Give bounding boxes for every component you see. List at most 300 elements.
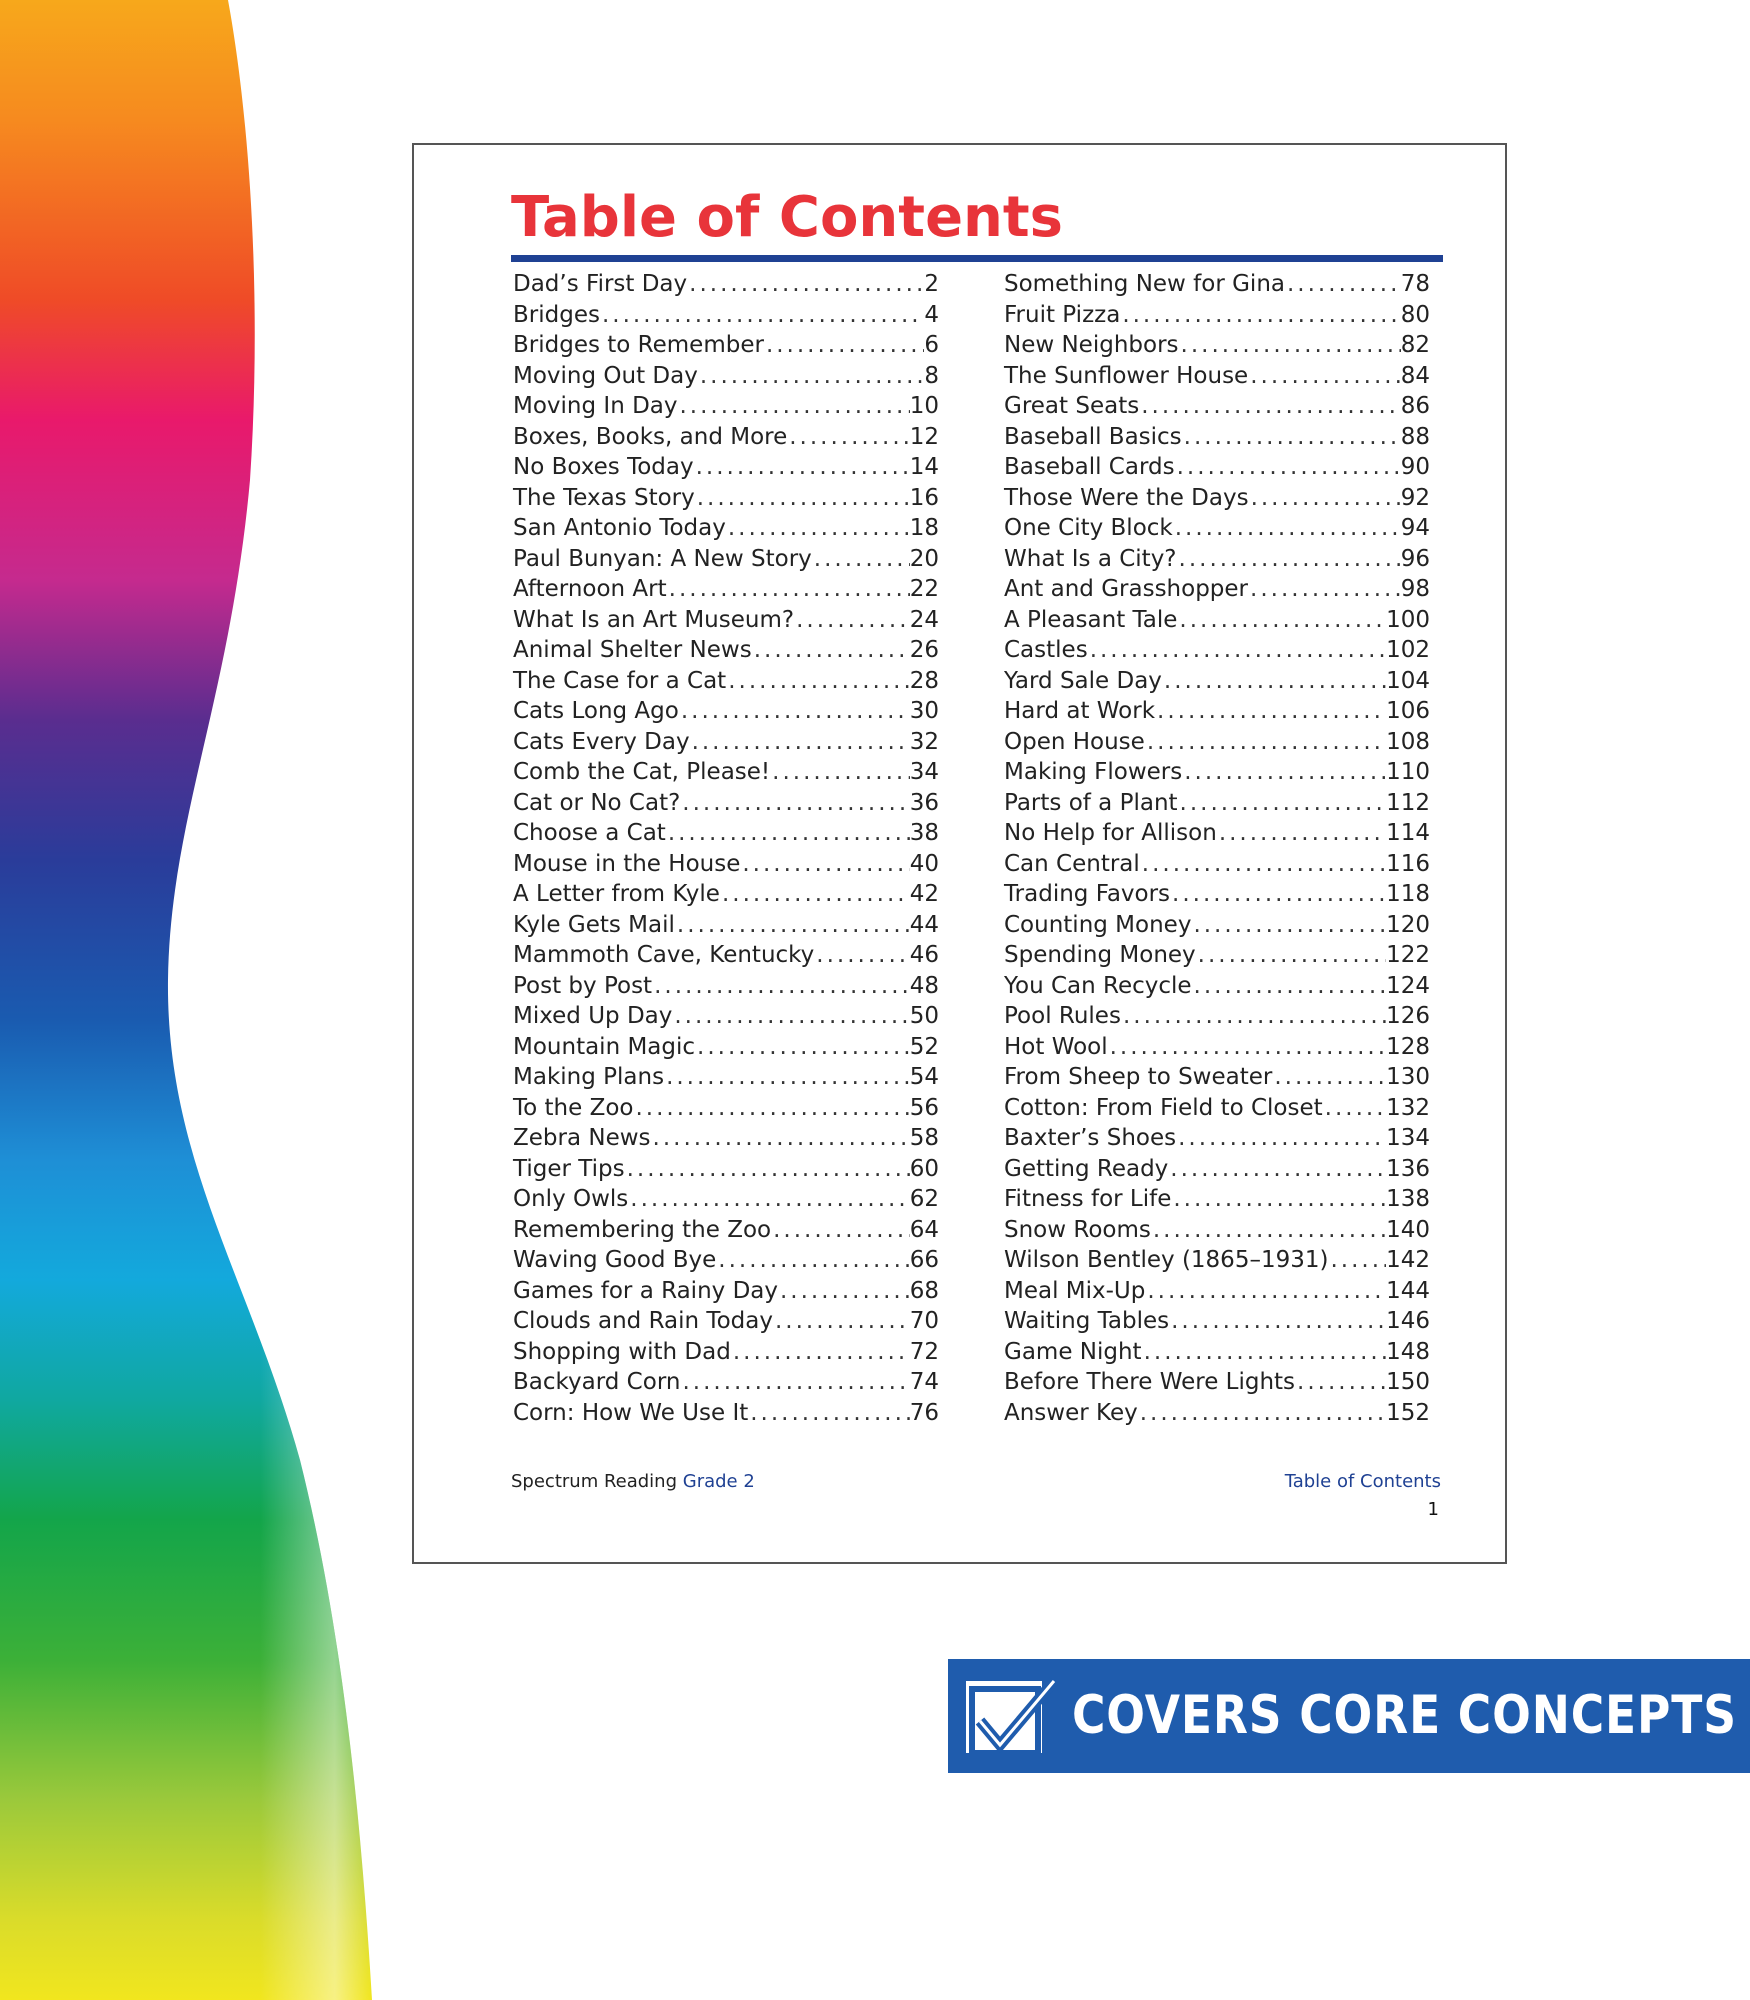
entry-page-number: 78 bbox=[1400, 271, 1430, 297]
entry-page-number: 92 bbox=[1400, 484, 1430, 511]
toc-entry bbox=[513, 1398, 939, 1429]
entry-title: Making Plans bbox=[513, 1064, 665, 1090]
toc-entry bbox=[513, 818, 939, 849]
toc-entry bbox=[1004, 391, 1430, 422]
entry-page-number: 12 bbox=[909, 423, 939, 450]
entry-page-number: 16 bbox=[909, 484, 939, 511]
entry-title: No Help for Allison bbox=[1004, 820, 1217, 846]
entry-page-number: 60 bbox=[909, 1155, 939, 1182]
entry-page-number: 122 bbox=[1386, 942, 1430, 968]
entry-title: What Is an Art Museum? bbox=[513, 606, 795, 633]
toc-entry bbox=[1004, 879, 1430, 910]
entry-page-number: 26 bbox=[909, 637, 939, 663]
dot-leader bbox=[1192, 971, 1387, 1002]
entry-page-number: 28 bbox=[909, 667, 939, 694]
dot-leader bbox=[690, 727, 910, 758]
entry-page-number: 98 bbox=[1400, 576, 1430, 602]
dot-leader bbox=[1145, 1276, 1386, 1307]
entry-page-number: 148 bbox=[1386, 1338, 1430, 1365]
dot-leader bbox=[1151, 1215, 1386, 1246]
dot-leader bbox=[1155, 696, 1386, 727]
entry-page-number: 90 bbox=[1400, 454, 1430, 480]
toc-entry bbox=[513, 696, 939, 727]
entry-page-number: 102 bbox=[1386, 637, 1430, 663]
entry-title: Fitness for Life bbox=[1004, 1186, 1172, 1212]
entry-title: Animal Shelter News bbox=[513, 637, 752, 663]
entry-title: Spending Money bbox=[1004, 942, 1196, 968]
dot-leader bbox=[1168, 1154, 1386, 1185]
entry-title: Trading Favors bbox=[1004, 881, 1171, 907]
toc-entry bbox=[513, 849, 939, 880]
entry-page-number: 56 bbox=[909, 1094, 939, 1121]
footer-section: Table of Contents bbox=[1284, 1471, 1441, 1492]
toc-entry bbox=[513, 788, 939, 819]
entry-page-number: 40 bbox=[909, 850, 939, 877]
entry-title: Only Owls bbox=[513, 1186, 629, 1212]
dot-leader bbox=[680, 1367, 909, 1398]
entry-title: Remembering the Zoo bbox=[513, 1216, 772, 1243]
toc-entry bbox=[1004, 1245, 1430, 1276]
dot-leader bbox=[1139, 391, 1401, 422]
dot-leader bbox=[1170, 879, 1386, 910]
footer-book-title bbox=[511, 1471, 755, 1492]
dot-leader bbox=[1217, 818, 1386, 849]
toc-entry bbox=[513, 1062, 939, 1093]
entry-page-number: 134 bbox=[1386, 1125, 1430, 1151]
toc-page bbox=[412, 143, 1507, 1564]
footer-grade: Grade 2 bbox=[682, 1471, 755, 1492]
toc-entry bbox=[1004, 574, 1430, 605]
page-number: 1 bbox=[1427, 1499, 1439, 1520]
toc-entry bbox=[1004, 1337, 1430, 1368]
entry-title: Cats Every Day bbox=[513, 728, 690, 755]
dot-leader bbox=[1175, 452, 1401, 483]
dot-leader bbox=[1323, 1093, 1386, 1124]
entry-page-number: 150 bbox=[1386, 1369, 1430, 1395]
entry-title: Kyle Gets Mail bbox=[513, 911, 675, 938]
entry-page-number: 76 bbox=[909, 1399, 939, 1426]
toc-entry bbox=[513, 1215, 939, 1246]
entry-title: Cotton: From Field to Closet bbox=[1004, 1094, 1323, 1121]
entry-title: Pool Rules bbox=[1004, 1003, 1121, 1029]
toc-entry bbox=[513, 666, 939, 697]
toc-entry bbox=[1004, 849, 1430, 880]
entry-page-number: 54 bbox=[909, 1064, 939, 1090]
dot-leader bbox=[812, 544, 910, 575]
entry-page-number: 4 bbox=[924, 301, 939, 328]
checkbox-frame bbox=[966, 1681, 1042, 1753]
entry-page-number: 70 bbox=[909, 1308, 939, 1334]
entry-title: Hot Wool bbox=[1004, 1033, 1108, 1060]
entry-page-number: 20 bbox=[909, 545, 939, 572]
dot-leader bbox=[1169, 1306, 1386, 1337]
entry-page-number: 46 bbox=[909, 942, 939, 968]
entry-page-number: 112 bbox=[1386, 789, 1430, 816]
entry-title: Before There Were Lights bbox=[1004, 1369, 1296, 1395]
dot-leader bbox=[1108, 1032, 1386, 1063]
toc-entry bbox=[1004, 361, 1430, 392]
dot-leader bbox=[773, 1306, 910, 1337]
toc-entry bbox=[1004, 757, 1430, 788]
dot-leader bbox=[1182, 422, 1401, 453]
toc-entry bbox=[513, 483, 939, 514]
entry-page-number: 118 bbox=[1386, 881, 1430, 907]
dot-leader bbox=[1177, 544, 1401, 575]
entry-page-number: 132 bbox=[1386, 1094, 1430, 1121]
dot-leader bbox=[778, 1276, 910, 1307]
entry-title: Paul Bunyan: A New Story bbox=[513, 545, 812, 572]
entry-title: Hard at Work bbox=[1004, 698, 1156, 724]
entry-page-number: 58 bbox=[909, 1125, 939, 1151]
toc-entry bbox=[1004, 1001, 1430, 1032]
toc-entry bbox=[1004, 940, 1430, 971]
entry-page-number: 72 bbox=[909, 1338, 939, 1365]
entry-page-number: 64 bbox=[909, 1216, 939, 1243]
entry-title: Post by Post bbox=[513, 972, 653, 999]
dot-leader bbox=[716, 1245, 909, 1276]
entry-page-number: 108 bbox=[1386, 728, 1430, 755]
toc-entry bbox=[1004, 971, 1430, 1002]
dot-leader bbox=[731, 1337, 910, 1368]
entry-title: Those Were the Days bbox=[1004, 484, 1249, 511]
dot-leader bbox=[1196, 940, 1386, 971]
dot-leader bbox=[1138, 1398, 1386, 1429]
toc-entry bbox=[513, 330, 939, 361]
entry-page-number: 42 bbox=[909, 881, 939, 907]
dot-leader bbox=[1120, 300, 1400, 331]
entry-page-number: 30 bbox=[909, 698, 939, 724]
entry-page-number: 8 bbox=[924, 362, 939, 389]
entry-title: Baseball Basics bbox=[1004, 423, 1182, 450]
entry-page-number: 32 bbox=[909, 728, 939, 755]
entry-page-number: 38 bbox=[909, 820, 939, 846]
dot-leader bbox=[1145, 727, 1386, 758]
toc-entry bbox=[1004, 483, 1430, 514]
dot-leader bbox=[1142, 1337, 1387, 1368]
entry-title: Choose a Cat bbox=[513, 820, 666, 846]
entry-page-number: 62 bbox=[909, 1186, 939, 1212]
entry-page-number: 36 bbox=[909, 789, 939, 816]
toc-entry bbox=[513, 452, 939, 483]
entry-title: Mountain Magic bbox=[513, 1033, 696, 1060]
entry-title: A Pleasant Tale bbox=[1004, 606, 1178, 633]
entry-title: Answer Key bbox=[1004, 1399, 1138, 1426]
entry-title: New Neighbors bbox=[1004, 332, 1179, 358]
entry-page-number: 136 bbox=[1386, 1155, 1430, 1182]
dot-leader bbox=[1179, 330, 1401, 361]
toc-entry bbox=[1004, 666, 1430, 697]
toc-column-left bbox=[513, 269, 939, 1428]
toc-entry bbox=[1004, 1032, 1430, 1063]
entry-page-number: 138 bbox=[1386, 1186, 1430, 1212]
toc-entry bbox=[513, 513, 939, 544]
entry-title: Afternoon Art bbox=[513, 576, 667, 602]
entry-page-number: 96 bbox=[1400, 545, 1430, 572]
toc-entry bbox=[1004, 1154, 1430, 1185]
entry-page-number: 116 bbox=[1386, 850, 1430, 877]
entry-page-number: 106 bbox=[1386, 698, 1430, 724]
toc-entry bbox=[513, 1001, 939, 1032]
entry-page-number: 74 bbox=[909, 1369, 939, 1395]
entry-title: Meal Mix-Up bbox=[1004, 1277, 1146, 1304]
toc-entry bbox=[513, 1154, 939, 1185]
dot-leader bbox=[1171, 1184, 1386, 1215]
entry-title: Great Seats bbox=[1004, 393, 1140, 419]
banner-text: COVERS CORE CONCEPTS bbox=[1072, 1685, 1737, 1746]
dot-leader bbox=[1178, 788, 1387, 819]
toc-entry bbox=[513, 1245, 939, 1276]
entry-page-number: 48 bbox=[909, 972, 939, 999]
entry-title: A Letter from Kyle bbox=[513, 881, 720, 907]
entry-page-number: 120 bbox=[1386, 911, 1430, 938]
entry-page-number: 146 bbox=[1386, 1308, 1430, 1334]
dot-leader bbox=[1249, 483, 1401, 514]
entry-title: What Is a City? bbox=[1004, 545, 1177, 572]
toc-entry bbox=[513, 971, 939, 1002]
entry-title: The Sunflower House bbox=[1004, 362, 1249, 389]
dot-leader bbox=[720, 879, 910, 910]
entry-title: Waving Good Bye bbox=[513, 1247, 717, 1273]
dot-leader bbox=[752, 635, 910, 666]
entry-title: Clouds and Rain Today bbox=[513, 1308, 773, 1334]
entry-title: The Texas Story bbox=[513, 484, 695, 511]
entry-title: Bridges bbox=[513, 301, 600, 328]
entry-page-number: 18 bbox=[909, 515, 939, 541]
toc-entry bbox=[513, 1032, 939, 1063]
entry-title: Parts of a Plant bbox=[1004, 789, 1178, 816]
entry-title: Moving Out Day bbox=[513, 362, 698, 389]
toc-entry bbox=[513, 879, 939, 910]
toc-entry bbox=[1004, 1306, 1430, 1337]
dot-leader bbox=[625, 1154, 910, 1185]
toc-entry bbox=[1004, 1215, 1430, 1246]
entry-title: Game Night bbox=[1004, 1338, 1142, 1365]
toc-entry bbox=[1004, 1367, 1430, 1398]
entry-page-number: 66 bbox=[909, 1247, 939, 1273]
entry-page-number: 10 bbox=[909, 393, 939, 419]
toc-entry bbox=[513, 940, 939, 971]
toc-entry bbox=[1004, 452, 1430, 483]
entry-title: Shopping with Dad bbox=[513, 1338, 731, 1365]
entry-title: Mixed Up Day bbox=[513, 1003, 673, 1029]
dot-leader bbox=[678, 391, 910, 422]
dot-leader bbox=[600, 300, 924, 331]
entry-page-number: 126 bbox=[1386, 1003, 1430, 1029]
entry-page-number: 110 bbox=[1386, 759, 1430, 785]
toc-entry bbox=[1004, 269, 1430, 300]
toc-entry bbox=[1004, 1276, 1430, 1307]
toc-entry bbox=[1004, 1184, 1430, 1215]
toc-entry bbox=[1004, 1093, 1430, 1124]
entry-title: Open House bbox=[1004, 728, 1145, 755]
dot-leader bbox=[1182, 757, 1386, 788]
entry-title: Counting Money bbox=[1004, 911, 1192, 938]
toc-entry bbox=[513, 300, 939, 331]
toc-entry bbox=[1004, 696, 1430, 727]
entry-title: Dad’s First Day bbox=[513, 271, 688, 297]
dot-leader bbox=[764, 330, 924, 361]
entry-title: One City Block bbox=[1004, 515, 1173, 541]
entry-title: Mouse in the House bbox=[513, 850, 741, 877]
entry-page-number: 24 bbox=[909, 606, 939, 633]
toc-entry bbox=[513, 361, 939, 392]
dot-leader bbox=[1272, 1062, 1386, 1093]
entry-title: Making Flowers bbox=[1004, 759, 1183, 785]
dot-leader bbox=[694, 452, 910, 483]
dot-leader bbox=[1088, 635, 1386, 666]
dot-leader bbox=[771, 1215, 910, 1246]
entry-title: Moving In Day bbox=[513, 393, 678, 419]
entry-page-number: 144 bbox=[1386, 1277, 1430, 1304]
dot-leader bbox=[1295, 1367, 1386, 1398]
dot-leader bbox=[666, 818, 910, 849]
entry-title: Wilson Bentley (1865–1931) bbox=[1004, 1247, 1329, 1273]
entry-page-number: 84 bbox=[1400, 362, 1430, 389]
dot-leader bbox=[1285, 269, 1401, 300]
entry-title: From Sheep to Sweater bbox=[1004, 1064, 1273, 1090]
dot-leader bbox=[664, 1062, 910, 1093]
entry-page-number: 34 bbox=[909, 759, 939, 785]
dot-leader bbox=[675, 910, 910, 941]
entry-title: Waiting Tables bbox=[1004, 1308, 1170, 1334]
entry-page-number: 80 bbox=[1400, 301, 1430, 328]
title-rule bbox=[511, 255, 1443, 262]
toc-entry bbox=[1004, 910, 1430, 941]
toc-entry bbox=[1004, 1062, 1430, 1093]
toc-entry bbox=[1004, 544, 1430, 575]
entry-title: Corn: How We Use It bbox=[513, 1399, 749, 1426]
toc-entry bbox=[1004, 727, 1430, 758]
toc-entry bbox=[513, 727, 939, 758]
entry-title: Can Central bbox=[1004, 850, 1140, 877]
toc-entry bbox=[513, 1093, 939, 1124]
toc-entry bbox=[1004, 422, 1430, 453]
dot-leader bbox=[652, 971, 910, 1002]
entry-title: Boxes, Books, and More bbox=[513, 423, 788, 450]
entry-page-number: 152 bbox=[1386, 1399, 1430, 1426]
footer-series: Spectrum Reading bbox=[511, 1471, 678, 1492]
toc-entry bbox=[513, 635, 939, 666]
dot-leader bbox=[687, 269, 924, 300]
dot-leader bbox=[726, 513, 910, 544]
entry-title: Baxter’s Shoes bbox=[1004, 1125, 1177, 1151]
dot-leader bbox=[695, 483, 910, 514]
entry-title: No Boxes Today bbox=[513, 454, 694, 480]
toc-entry bbox=[1004, 788, 1430, 819]
entry-title: Zebra News bbox=[513, 1125, 651, 1151]
dot-leader bbox=[1162, 666, 1386, 697]
entry-page-number: 6 bbox=[924, 332, 939, 358]
entry-title: Tiger Tips bbox=[513, 1155, 625, 1182]
toc-entry bbox=[1004, 300, 1430, 331]
rainbow-ribbon bbox=[0, 0, 420, 2000]
entry-title: San Antonio Today bbox=[513, 515, 726, 541]
entry-title: Backyard Corn bbox=[513, 1369, 681, 1395]
toc-entry bbox=[1004, 330, 1430, 361]
dot-leader bbox=[814, 940, 909, 971]
entry-page-number: 140 bbox=[1386, 1216, 1430, 1243]
entry-page-number: 114 bbox=[1386, 820, 1430, 846]
dot-leader bbox=[698, 361, 925, 392]
toc-entry bbox=[513, 574, 939, 605]
toc-entry bbox=[513, 1184, 939, 1215]
dot-leader bbox=[695, 1032, 910, 1063]
entry-title: Games for a Rainy Day bbox=[513, 1277, 778, 1304]
entry-title: Baseball Cards bbox=[1004, 454, 1175, 480]
dot-leader bbox=[633, 1093, 909, 1124]
dot-leader bbox=[628, 1184, 909, 1215]
toc-entry bbox=[1004, 1398, 1430, 1429]
entry-title: Mammoth Cave, Kentucky bbox=[513, 942, 815, 968]
entry-page-number: 2 bbox=[924, 271, 939, 297]
toc-entry bbox=[513, 1337, 939, 1368]
entry-title: Castles bbox=[1004, 637, 1088, 663]
dot-leader bbox=[667, 574, 910, 605]
toc-entry bbox=[513, 1123, 939, 1154]
toc-entry bbox=[513, 1367, 939, 1398]
entry-title: The Case for a Cat bbox=[513, 667, 727, 694]
toc-entry bbox=[1004, 635, 1430, 666]
dot-leader bbox=[1140, 849, 1386, 880]
entry-page-number: 130 bbox=[1386, 1064, 1430, 1090]
dot-leader bbox=[1191, 910, 1386, 941]
page-title: Table of Contents bbox=[511, 185, 1064, 250]
entry-page-number: 82 bbox=[1400, 332, 1430, 358]
toc-entry bbox=[513, 757, 939, 788]
entry-page-number: 100 bbox=[1386, 606, 1430, 633]
dot-leader bbox=[672, 1001, 909, 1032]
entry-page-number: 14 bbox=[909, 454, 939, 480]
toc-entry bbox=[513, 605, 939, 636]
entry-title: Something New for Gina bbox=[1004, 271, 1285, 297]
dot-leader bbox=[770, 757, 910, 788]
entry-title: Bridges to Remember bbox=[513, 332, 764, 358]
dot-leader bbox=[680, 788, 909, 819]
entry-title: Cat or No Cat? bbox=[513, 789, 681, 816]
entry-page-number: 128 bbox=[1386, 1033, 1430, 1060]
entry-title: Fruit Pizza bbox=[1004, 301, 1121, 328]
entry-page-number: 124 bbox=[1386, 972, 1430, 999]
checkmark-icon bbox=[962, 1667, 1062, 1767]
entry-page-number: 52 bbox=[909, 1033, 939, 1060]
dot-leader bbox=[651, 1123, 910, 1154]
entry-page-number: 44 bbox=[909, 911, 939, 938]
entry-page-number: 86 bbox=[1400, 393, 1430, 419]
dot-leader bbox=[1328, 1245, 1386, 1276]
dot-leader bbox=[1248, 574, 1401, 605]
toc-column-right bbox=[1004, 269, 1430, 1428]
dot-leader bbox=[794, 605, 910, 636]
entry-page-number: 88 bbox=[1400, 423, 1430, 450]
toc-entry bbox=[513, 544, 939, 575]
dot-leader bbox=[1248, 361, 1401, 392]
entry-page-number: 22 bbox=[909, 576, 939, 602]
dot-leader bbox=[787, 422, 909, 453]
dot-leader bbox=[726, 666, 910, 697]
entry-title: Ant and Grasshopper bbox=[1004, 576, 1249, 602]
toc-entry bbox=[513, 391, 939, 422]
entry-title: Getting Ready bbox=[1004, 1155, 1169, 1182]
entry-page-number: 94 bbox=[1400, 515, 1430, 541]
toc-entry bbox=[1004, 818, 1430, 849]
toc-entry bbox=[513, 1276, 939, 1307]
entry-title: To the Zoo bbox=[513, 1094, 634, 1121]
dot-leader bbox=[740, 849, 909, 880]
toc-entry bbox=[513, 910, 939, 941]
dot-leader bbox=[1176, 1123, 1386, 1154]
entry-title: Snow Rooms bbox=[1004, 1216, 1151, 1243]
toc-entry bbox=[1004, 513, 1430, 544]
